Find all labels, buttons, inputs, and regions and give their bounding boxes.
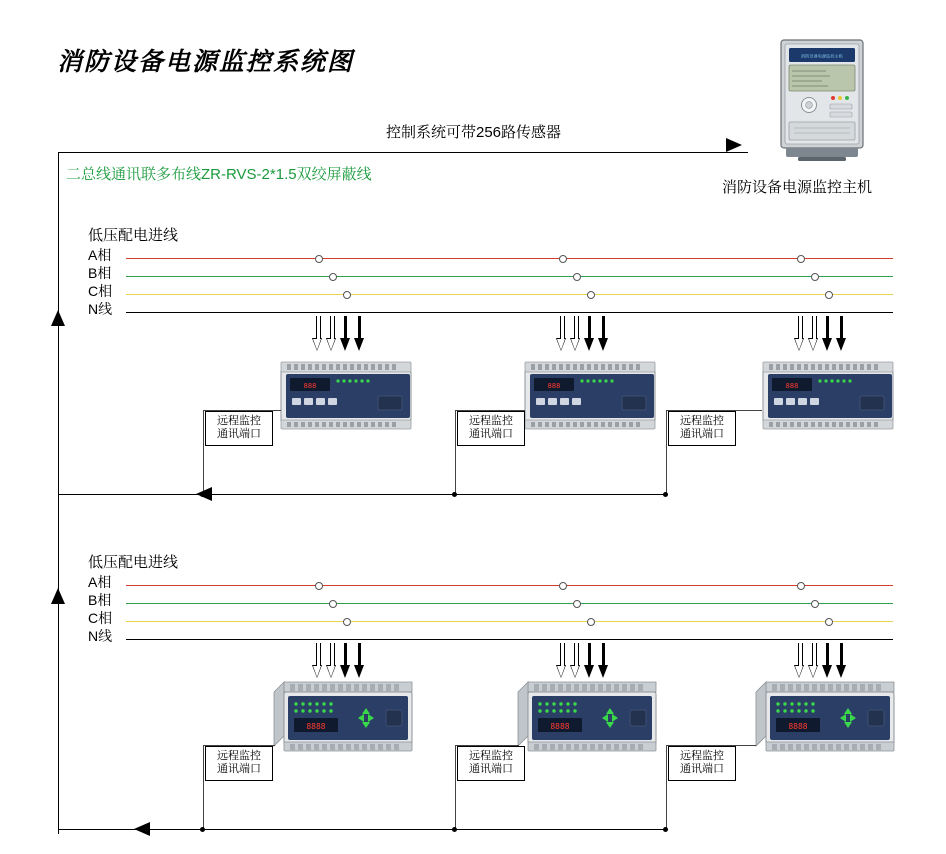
tap-c-g2-d2: [587, 618, 595, 626]
svg-text:消防设备电源监控主机: 消防设备电源监控主机: [801, 53, 843, 59]
tap-b-g1-d1: [329, 273, 337, 281]
ct-arrow-c-g1-d1: [341, 316, 350, 350]
power-monitor-device-g2-d1: [262, 680, 402, 750]
tap-a-g1-d3: [797, 255, 805, 263]
phase-label-c-group2: C相: [88, 610, 113, 626]
tap-c-g2-d1: [343, 618, 351, 626]
ct-arrow-b-g2-d3: [809, 643, 818, 677]
tap-a-g2-d1: [315, 582, 323, 590]
ct-arrow-c-g1-d2: [585, 316, 594, 350]
incoming-label-group2: 低压配电进线: [88, 554, 179, 571]
svg-text:8888: 8888: [788, 722, 808, 731]
comm-port-line1: 远程监控: [680, 415, 724, 427]
phase-line-b-group1: [126, 276, 893, 277]
tap-a-g2-d2: [559, 582, 567, 590]
comm-port-line2: 通讯端口: [680, 428, 724, 440]
comm-port-line2: 通讯端口: [469, 428, 513, 440]
tap-a-g1-d2: [559, 255, 567, 263]
phase-line-n-group2: [126, 639, 893, 640]
ct-arrow-b-g1-d1: [327, 316, 336, 350]
bus-cable-note: 二总线通讯联多布线ZR-RVS-2*1.5双绞屏蔽线: [66, 166, 372, 183]
bus-line-top: [58, 152, 748, 153]
phase-line-a-group1: [126, 258, 893, 259]
power-monitor-device-g2-d2: [506, 680, 646, 750]
svg-text:888: 888: [303, 382, 317, 390]
bus-line-left-trunk: [58, 152, 59, 834]
tap-b-g2-d2: [573, 600, 581, 608]
tap-b-g2-d3: [811, 600, 819, 608]
monitoring-host-panel: [778, 38, 866, 161]
ct-arrow-n-g2-d2: [599, 643, 608, 677]
svg-text:8888: 8888: [550, 722, 570, 731]
comm-port-box-g1-d3: [668, 411, 736, 446]
tap-b-g2-d1: [329, 600, 337, 608]
svg-text:888: 888: [785, 382, 799, 390]
phase-label-b-group1: B相: [88, 265, 112, 281]
ct-arrow-a-g2-d1: [313, 643, 322, 677]
ct-arrow-b-g1-d3: [809, 316, 818, 350]
ct-arrow-c-g1-d3: [823, 316, 832, 350]
comm-port-line1: 远程监控: [217, 750, 261, 762]
ct-arrow-b-g1-d2: [571, 316, 580, 350]
tap-b-g1-d2: [573, 273, 581, 281]
comm-port-line2: 通讯端口: [469, 763, 513, 775]
comm-port-box-g1-d1: [205, 411, 273, 446]
tap-c-g1-d3: [825, 291, 833, 299]
ct-arrow-c-g2-d1: [341, 643, 350, 677]
comm-port-box-g2-d1: [205, 746, 273, 781]
tap-c-g1-d2: [587, 291, 595, 299]
phase-label-b-group2: B相: [88, 592, 112, 608]
ct-arrow-n-g1-d3: [837, 316, 846, 350]
bus-arrow-to-host: [726, 138, 742, 152]
ct-arrow-c-g2-d2: [585, 643, 594, 677]
ct-arrow-a-g1-d1: [313, 316, 322, 350]
ct-arrow-b-g2-d2: [571, 643, 580, 677]
phase-label-n-group1: N线: [88, 301, 113, 317]
comm-port-box-g2-d3: [668, 746, 736, 781]
tap-b-g1-d3: [811, 273, 819, 281]
phase-line-b-group2: [126, 603, 893, 604]
phase-label-n-group2: N线: [88, 628, 113, 644]
tap-c-g2-d3: [825, 618, 833, 626]
bus-return-arrow-group2: [134, 822, 150, 836]
bus-arrow-up-2: [51, 588, 65, 604]
comm-drop-g1-d2: [455, 410, 456, 495]
power-monitor-device-g1-d1: [278, 360, 418, 432]
comm-drop-g2-d3: [666, 745, 667, 830]
comm-port-line1: 远程监控: [680, 750, 724, 762]
comm-port-line2: 通讯端口: [680, 763, 724, 775]
comm-port-line1: 远程监控: [469, 415, 513, 427]
bus-return-line-group1: [58, 494, 668, 495]
bus-return-arrow-group1: [196, 487, 212, 501]
svg-text:888: 888: [547, 382, 561, 390]
phase-line-c-group1: [126, 294, 893, 295]
ct-arrow-c-g2-d3: [823, 643, 832, 677]
phase-label-c-group1: C相: [88, 283, 113, 299]
comm-drop-g2-d1: [203, 745, 204, 830]
phase-line-c-group2: [126, 621, 893, 622]
page-title: 消防设备电源监控系统图: [57, 49, 355, 76]
comm-drop-g1-d1: [203, 410, 204, 495]
phase-line-a-group2: [126, 585, 893, 586]
comm-port-line1: 远程监控: [217, 415, 261, 427]
ct-arrow-a-g2-d3: [795, 643, 804, 677]
power-monitor-device-g1-d3: [760, 360, 900, 432]
bus-arrow-up-1: [51, 310, 65, 326]
svg-text:8888: 8888: [306, 722, 326, 731]
host-panel-icon: [778, 38, 866, 161]
comm-port-line1: 远程监控: [469, 750, 513, 762]
tap-a-g2-d3: [797, 582, 805, 590]
bus-capacity-note: 控制系统可带256路传感器: [386, 124, 562, 141]
comm-port-line2: 通讯端口: [217, 428, 261, 440]
ct-arrow-n-g2-d3: [837, 643, 846, 677]
comm-drop-g2-d2: [455, 745, 456, 830]
comm-port-line2: 通讯端口: [217, 763, 261, 775]
ct-arrow-a-g2-d2: [557, 643, 566, 677]
host-caption: 消防设备电源监控主机: [722, 179, 873, 196]
ct-arrow-a-g1-d2: [557, 316, 566, 350]
phase-label-a-group1: A相: [88, 247, 112, 263]
incoming-label-group1: 低压配电进线: [88, 227, 179, 244]
comm-port-box-g2-d2: [457, 746, 525, 781]
ct-arrow-a-g1-d3: [795, 316, 804, 350]
comm-drop-g1-d3: [666, 410, 667, 495]
ct-arrow-n-g1-d1: [355, 316, 364, 350]
ct-arrow-n-g2-d1: [355, 643, 364, 677]
phase-label-a-group2: A相: [88, 574, 112, 590]
phase-line-n-group1: [126, 312, 893, 313]
power-monitor-device-g2-d3: [744, 680, 884, 750]
comm-port-box-g1-d2: [457, 411, 525, 446]
tap-a-g1-d1: [315, 255, 323, 263]
ct-arrow-b-g2-d1: [327, 643, 336, 677]
ct-arrow-n-g1-d2: [599, 316, 608, 350]
power-monitor-device-g1-d2: [522, 360, 662, 432]
tap-c-g1-d1: [343, 291, 351, 299]
